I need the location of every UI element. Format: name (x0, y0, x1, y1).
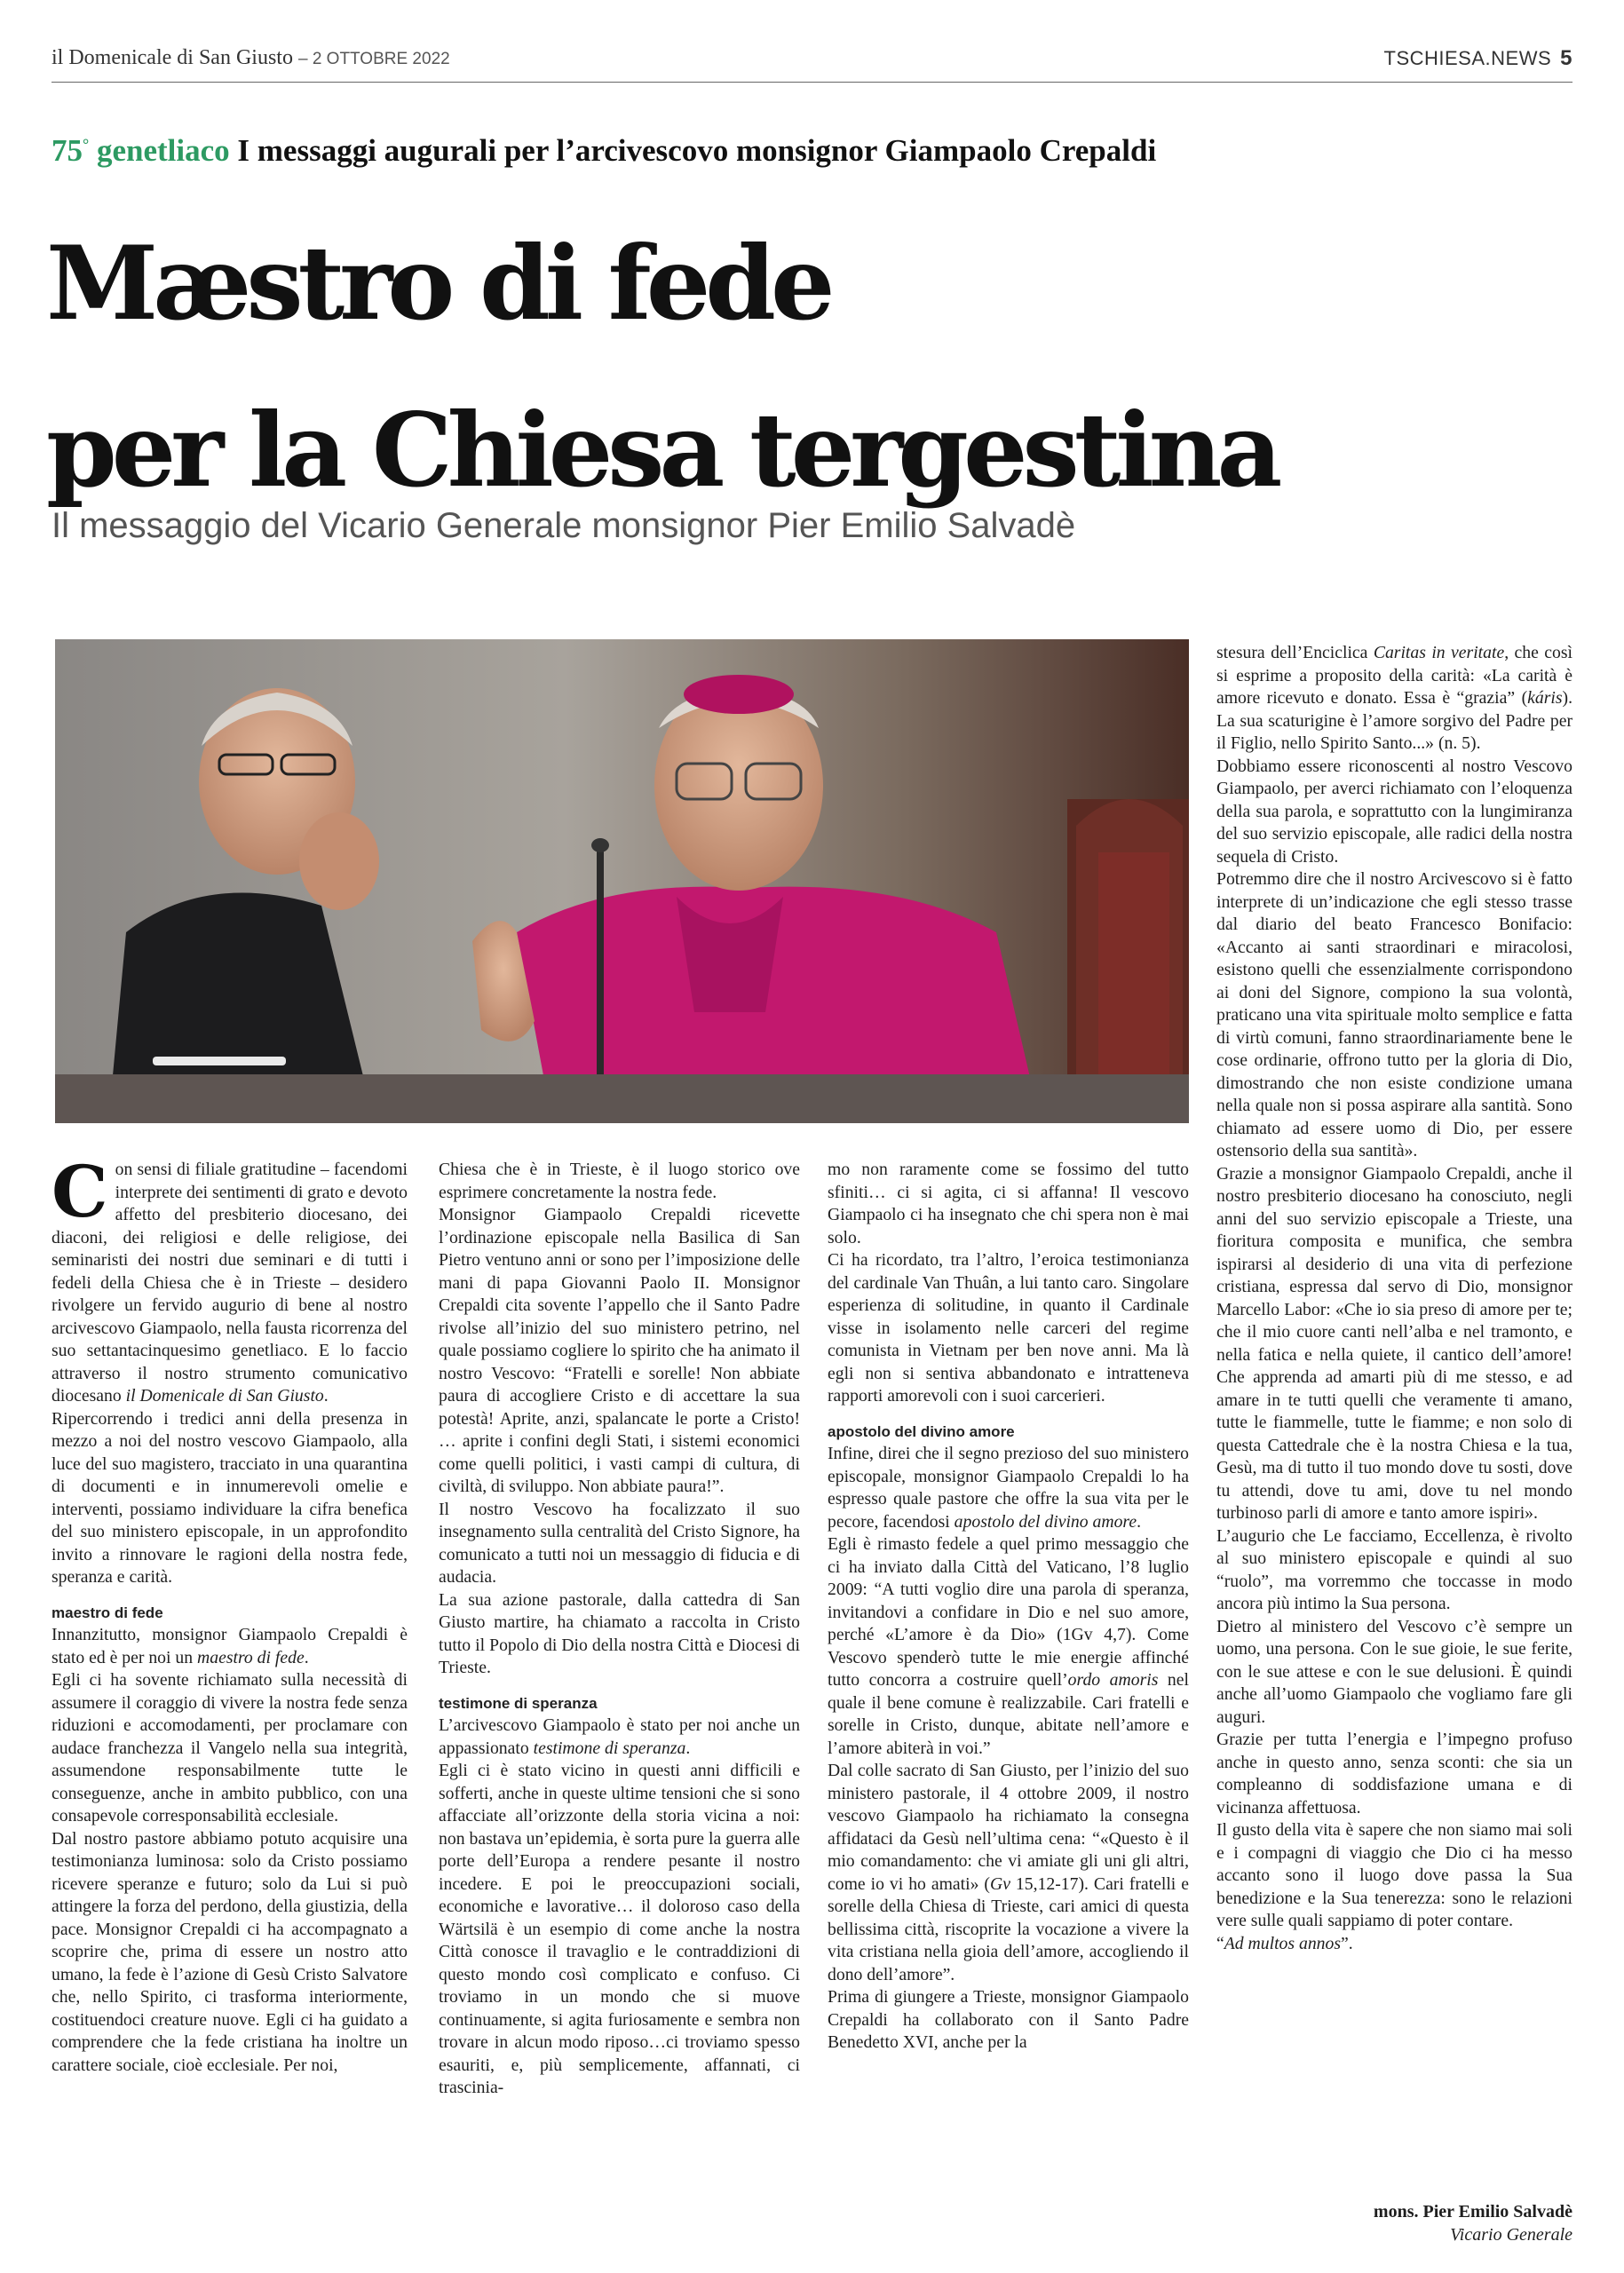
signature-name: mons. Pier Emilio Salvadè (1373, 2202, 1573, 2222)
article-column-1 (51, 1150, 408, 2077)
paragraph: mo non raramente come se fossimo del tutto sfiniti… ci si agita, ci si affanna! Il vescovo Giampaolo ci ha insegnato che chi spera non è mai solo. (828, 1160, 1189, 1247)
paragraph: Dietro al ministero del Vescovo c’è sempre un uomo, una persona. Con le sue gioie, le sue ferite, con le sue attese e con le sue delusioni. È quindi anche all’uomo Giampaolo che vogliamo fare gli auguri. (1216, 1616, 1573, 1727)
drop-cap: C (51, 1150, 108, 1233)
section-heading: apostolo del divino amore (828, 1422, 1015, 1440)
article-column-4 (1216, 642, 1573, 1955)
headline-line-1: Mæstro di fede (46, 224, 830, 343)
signature (1216, 2200, 1573, 2246)
article-column-3 (828, 1159, 1189, 2055)
paragraph: stesura dell’Enciclica Caritas in veritate, che così si esprime a proposito della carità: «La carità è amore ricevuto e donato. Essa è “grazia” (káris). La sua scaturigine è l’amore sorgivo del Padre per il Figlio, nello Spirito Santo...» (n. 5). (1216, 643, 1573, 753)
paragraph: La sua azione pastorale, dalla cattedra di San Giusto martire, ha chiamato a raccolta in Cristo tutto il Popolo di Dio della nostra Città e Diocesi di Trieste. (439, 1589, 800, 1677)
paragraph: L’augurio che Le facciamo, Eccellenza, è rivolto al suo ministero episcopale e quindi al suo “ruolo”, ma vorremmo che toccasse in modo ancora più intimo la Sua persona. (1216, 1525, 1573, 1613)
headline-line-2: per la Chiesa tergestina (46, 391, 1278, 510)
paragraph: Il gusto della vita è sapere che non siamo mai soli e i compagni di viaggio che Dio ci ha messo accanto sono il luogo dove passa la Sua benedizione e la Sua tenerezza: sono le relazioni vere sulle quali sappiamo di poter contare. (1216, 1820, 1573, 1930)
paragraph: Grazie a monsignor Giampaolo Crepaldi, anche il nostro presbiterio diocesano ha conosciuto, negli anni del suo servizio episcopale a Trieste, una fioritura composita e munifica, che sembra ispirarsi al desiderio di una vita di perfezione cristiana, espressa dal servo di Dio, monsignor Marcello Labor: «Che io sia preso di amore per te; che il mio cuore canti nell’alba e nel tramonto, e nella fatica e nella quiete, il cantico dell’amore! Che apprenda ad amarti più di me stesso, e ad amare in te tutti quelli che veramente ti amano, tutte le fiammelle, tutte le fiamme; e non solo di questa Cattedrale che è la nostra Chiesa e la tua, Gesù, ma di tutto il tuo mondo dove tu sosti, dove tu attendi, dove tu ami, dove tu nel mondo turbinoso parli di amore e tanto amore ispiri». (1216, 1163, 1573, 1523)
paragraph: Prima di giungere a Trieste, monsignor Giampaolo Crepaldi ha collaborato con il Santo Padre Benedetto XVI, anche per la (828, 1987, 1189, 2052)
article-column-2 (439, 1159, 800, 2100)
kicker-text: I messaggi augurali per l’arcivescovo monsignor Giampaolo Crepaldi (237, 133, 1157, 168)
paragraph: Ripercorrendo i tredici anni della presenza in mezzo a noi del nostro vescovo Giampaolo, alla luce del suo magistero, tracciato in una quarantina di documenti e in innumerevoli omelie e interventi, possiamo individuare la cifra benefica del suo ministero episcopale, in un approfondito invito a rinnovare le ragioni della nostra fede, speranza e carità. (51, 1408, 408, 1587)
paragraph: Con sensi di filiale gratitudine – facendomi interprete dei sentimenti di grato e devoto affetto del presbiterio diocesano, dei diaconi, dei religiosi e delle religiose, dei seminaristi dei nostri due seminari e di tutti i fedeli della Chiesa che è in Trieste – desidero rivolgere un fervido augurio di bene al nostro arcivescovo Giampaolo, nella fausta ricorrenza del suo settantacinquesimo genetliaco. E lo faccio attraverso il nostro strumento comunicativo diocesano il Domenicale di San Giusto. (51, 1150, 408, 1406)
signature-role: Vicario Generale (1450, 2225, 1573, 2245)
header-rule (51, 82, 1573, 83)
paragraph: Egli è rimasto fedele a quel primo messaggio che ci ha inviato dalla Città del Vaticano, l’8 luglio 2009: “A tutti voglio dire una parola di speranza, invitandovi a confidare in Dio e nel suo amore, perché «L’amore è da Dio» (1Gv 4,7). Come Vescovo spenderò tutte le mie energie affinché tutto concorra a costruire quell’ordo amoris nel quale il bene comune è realizzabile. Cari fratelli e sorelle in Cristo, dunque, abitate nell’amore e l’amore abiterà in voi.” (828, 1534, 1189, 1758)
headline (46, 200, 1573, 534)
kicker-accent: 75° genetliaco (51, 133, 230, 168)
page-number: 5 (1560, 46, 1573, 70)
page-header-right (1384, 46, 1573, 71)
issue-date: – 2 OTTOBRE 2022 (297, 50, 450, 68)
paragraph: Chiesa che è in Trieste, è il luogo storico ove esprimere concretamente la nostra fede. (439, 1160, 800, 1202)
paragraph: L’arcivescovo Giampaolo è stato per noi anche un appassionato testimone di speranza. (439, 1715, 800, 1758)
site-name: TSCHIESA.NEWS (1383, 47, 1552, 69)
paragraph: Infine, direi che il segno prezioso del suo ministero episcopale, monsignor Giampaolo Crepaldi lo ha espresso quale pastore che offre la sua vita per le pecore, facendosi apostolo del divino amore. (828, 1444, 1189, 1532)
paragraph: Potremmo dire che il nostro Arcivescovo si è fatto interprete di un’indicazione che egli stesso trasse dal diario del beato Francesco Bonifacio: «Accanto ai santi straordinari e miracolosi, esistono quelli che essenzialmente corrispondono ai doni del Signore, compiono la sua volontà, praticano una vita spirituale molto semplice e fatta di virtù comuni, fanno straordinariamente bene le cose ordinarie, offrono tutto per la gloria di Dio, dimostrando che non esiste condizione umana nella quale non si possa aspirare alla santità. Sono chiamato ad essere uomo di Dio, per essere ostensorio della sua santità». (1216, 869, 1573, 1160)
paragraph: Dal nostro pastore abbiamo potuto acquisire una testimonianza luminosa: solo da Cristo possiamo ricevere speranze e futuro; solo da Lui si può attingere la forza del perdono, della giustizia, della pace. Monsignor Crepaldi ci ha accompagnato a scoprire che, prima di essere un nostro atto umano, la fede è l’azione di Gesù Cristo Salvatore che, nello Spirito, ci trasforma interiormente, costituendoci creature nuove. Egli ci ha guidato a comprendere che la fede cristiana ha inoltre un carattere sociale, cioè ecclesiale. Per noi, (51, 1828, 408, 2075)
photo-illustration (55, 639, 1189, 1123)
paragraph: “Ad multos annos”. (1216, 1933, 1353, 1953)
paragraph: Egli ci ha sovente richiamato sulla necessità di assumere il coraggio di vivere la nostra fede senza riduzioni e accomodamenti, per proclamare con audace franchezza il Vangelo nella sua integrità, assumendone responsabilmente tutte le conseguenze, anche in ambito pubblico, con una consapevole corresponsabilità ecclesiale. (51, 1670, 408, 1826)
paragraph: Il nostro Vescovo ha focalizzato il suo insegnamento sulla centralità del Cristo Signore, ha comunicato a tutti noi un messaggio di fiducia e di audacia. (439, 1499, 800, 1587)
paragraph: Dobbiamo essere riconoscenti al nostro Vescovo Giampaolo, per averci richiamato con l’eloquenza della sua parola, e soprattutto con la lungimiranza del suo servizio episcopale, alle radici della nostra sequela di Cristo. (1216, 756, 1573, 867)
paragraph: Monsignor Giampaolo Crepaldi ricevette l’ordinazione episcopale nella Basilica di San Pietro ventuno anni or sono per l’imposizione delle mani di papa Giovanni Paolo II. Monsignor Crepaldi cita sovente l’appello che il Santo Padre rivolse all’inizio del suo ministero petrino, nel quale possiamo cogliere lo spirito che ha animato il nostro Vescovo: “Fratelli e sorelle! Non abbiate paura di accogliere Cristo e di accettare la sua potestà! Aprite, anzi, spalancate le porte a Cristo! … aprite i confini degli Stati, i sistemi economici come quelli politici, i vasti campi di cultura, di civiltà, di sviluppo. Non abbiate paura!”. (439, 1205, 800, 1496)
publication-name: il Domenicale di San Giusto (51, 46, 293, 69)
kicker (51, 133, 1156, 169)
section-heading: testimone di speranza (439, 1694, 598, 1712)
paragraph: Egli ci è stato vicino in questi anni difficili e sofferti, anche in queste ultime tensioni che si sono affacciate all’orizzonte della storia vicina a noi: non bastava un’epidemia, è sorta pure la guerra alle porte dell’Europa a rendere pesante il nostro incedere. E poi le preoccupazioni sociali, economiche e lavorative… il doloroso caso della Wärtsilä è un esempio di come anche la nostra Città conosce il travaglio e le contraddizioni di questo mondo così complicato e confuso. Ci troviamo in un mondo che si muove continuamente, si agita furiosamente e sembra non trovare in alcun modo riposo…ci troviamo spesso esauriti, e, più semplicemente, affannati, ci trascinia- (439, 1761, 800, 2097)
paragraph: Ci ha ricordato, tra l’altro, l’eroica testimonianza del cardinale Van Thuân, a lui tanto caro. Singolare esperienza di solitudine, in quanto il Cardinale visse in isolamento nelle carceri del regime comunista in Vietnam per ben nove anni. Ma là egli non si sentiva abbandonato e intratteneva rapporti amorevoli con i suoi carcerieri. (828, 1250, 1189, 1406)
standfirst: Il messaggio del Vicario Generale monsignor Pier Emilio Salvadè (51, 506, 1076, 545)
paragraph: Dal colle sacrato di San Giusto, per l’inizio del suo ministero pastorale, il 4 ottobre 2009, il nostro vescovo Giampaolo ha richiamato la consegna affidataci da Gesù nell’ultima cena: “«Questo è il mio comandamento: che vi amiate gli uni gli altri, come io vi ho amati» (Gv 15,12-17). Cari fratelli e sorelle della Chiesa di Trieste, cari amici di questa bellissima città, riscoprite la vocazione a vivere la vita cristiana nella gioia dell’amore, accogliendo il dono dell’amore”. (828, 1761, 1189, 1984)
section-heading: maestro di fede (51, 1604, 163, 1621)
page-header-left (51, 46, 450, 70)
paragraph: Innanzitutto, monsignor Giampaolo Crepaldi è stato ed è per noi un maestro di fede. (51, 1625, 408, 1667)
article-photo (55, 639, 1189, 1123)
paragraph: Grazie per tutta l’energia e l’impegno profuso anche in questo anno, senza sconti: che sia un compleanno di soddisfazione umana e di vicinanza affettuosa. (1216, 1730, 1573, 1818)
